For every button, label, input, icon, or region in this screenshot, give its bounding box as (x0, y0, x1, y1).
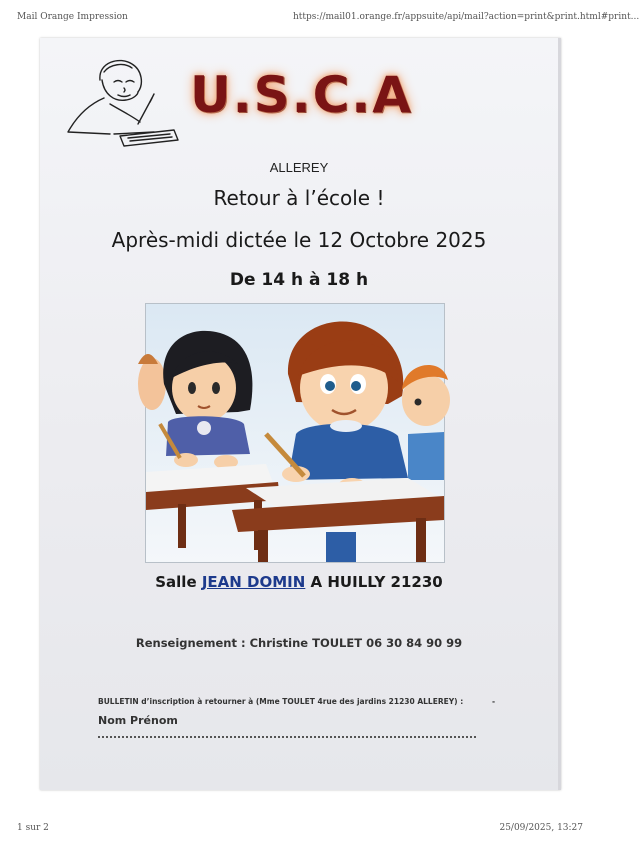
venue-line (40, 573, 558, 591)
browser-print-footer (0, 823, 595, 843)
event-hours: De 14 h à 18 h (229, 270, 369, 290)
title-line-1: Retour à l’école ! (213, 186, 385, 210)
print-header-url: https://mail01.orange.fr/appsuite/api/mail?action=print&print.html#print... (293, 12, 639, 22)
classroom-children-illustration (145, 303, 445, 563)
venue-prefix: Salle (155, 573, 202, 591)
print-footer-date: 25/09/2025, 13:27 (499, 823, 583, 833)
title-line-2: Après-midi dictée le 12 Octobre 2025 (111, 228, 487, 252)
name-fill-line (98, 734, 476, 738)
writing-child-icon (54, 50, 182, 150)
venue-name: JEAN DOMIN (201, 573, 306, 591)
venue-suffix: A HUILLY 21230 (305, 573, 443, 591)
print-header-title: Mail Orange Impression (17, 12, 128, 22)
bulletin-tail: - (492, 697, 496, 706)
browser-print-header (0, 12, 639, 32)
registration-bulletin (98, 697, 508, 706)
scanned-poster (40, 38, 561, 790)
contact-info: Renseignement : Christine TOULET 06 30 84 90 99 (135, 636, 463, 650)
bulletin-text: BULLETIN d’inscription à retourner à (Mme TOULET 4rue des jardins 21230 ALLEREY) : (98, 697, 464, 706)
town-name: ALLEREY (269, 160, 329, 175)
name-field-label: Nom Prénom (98, 714, 178, 727)
org-logo-text: U.S.C.A (190, 66, 413, 124)
print-footer-page: 1 sur 2 (17, 823, 49, 833)
